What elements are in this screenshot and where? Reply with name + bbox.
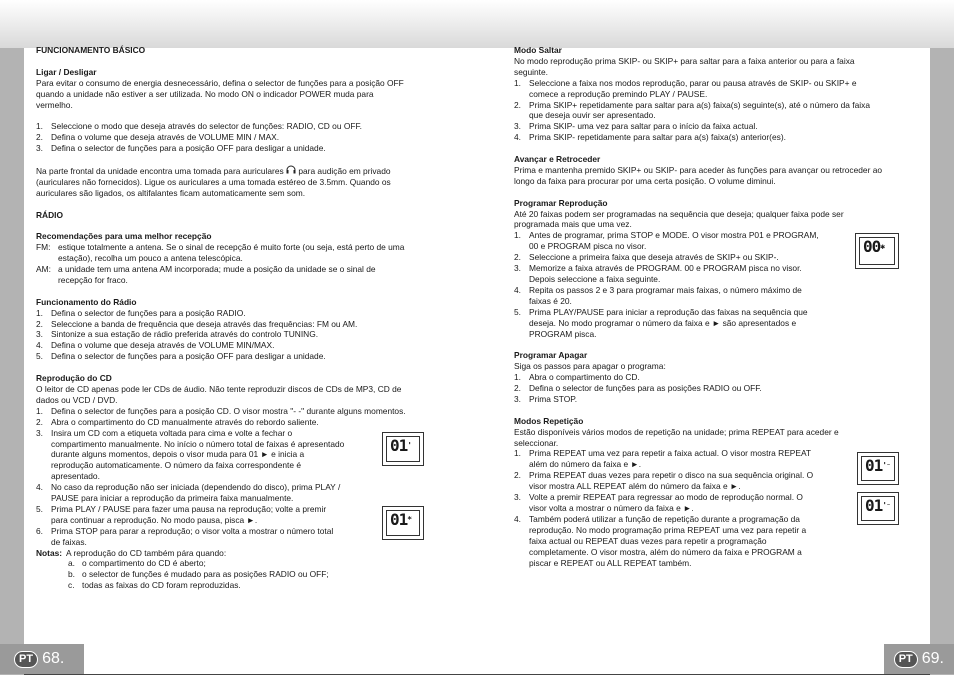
fm-note-cont: estação), recolha um pouco a antena telescópica. [58,253,243,264]
paragraph-line: seleccionar. [514,437,559,448]
lcd-display-illustration: 01'⁻ [857,452,899,485]
language-badge: PT [894,651,918,668]
list-item: 1. Seleccione a faixa nos modos reprodução, parar ou pausa através de SKIP- ou SKIP+ e [514,77,857,88]
list-item: 4. No caso da reprodução não ser iniciada (dependendo do disco), prima PLAY / [36,482,341,493]
note-item: b. o selector de funções é mudado para as posições RADIO ou OFF; [68,569,329,580]
paragraph-line: (auriculares não fornecidos). Ligue os auriculares a uma tomada estéreo de 3.5mm. Quando os [36,176,391,187]
list-item: 5. Defina o selector de funções para a posição OFF para desligar a unidade. [36,351,326,362]
paragraph-line: longo da faixa para procurar por uma certa posição. O volume diminui. [514,175,776,186]
paragraph-line: Até 20 faixas podem ser programadas na sequência que deseja; qualquer faixa pode ser [514,208,844,219]
paragraph-line: Prima e mantenha premido SKIP+ ou SKIP- para aceder às funções para avançar ou retroceder ao [514,164,883,175]
lcd-display-illustration: 01'⁻ [857,492,899,525]
list-item: 6. Prima STOP para parar a reprodução; o visor volta a mostrar o número total [36,525,334,536]
list-item: 2. Seleccione a banda de frequência que deseja através das frequências: FM ou AM. [36,318,358,329]
right-page-margin [930,48,954,675]
list-item: 2. Defina o selector de funções para as posições RADIO ou OFF. [514,383,762,394]
subsection-heading: Funcionamento do Rádio [36,296,137,307]
top-gradient-band [0,0,954,48]
paragraph-line: Siga os passos para apagar o programa: [514,361,666,372]
list-item: 3. Defina o selector de funções para a posição OFF para desligar a unidade. [36,143,326,154]
list-item: 3. Volte a premir REPEAT para regressar ao modo de reprodução normal. O [514,492,803,503]
paragraph-line: programada mais que uma vez. [514,219,632,230]
list-item: 3. Insira um CD com a etiqueta voltada para cima e volte a fechar o [36,427,293,438]
left-column: FUNCIONAMENTO BÁSICO Ligar / Desligar Para evitar o consumo de energia desnecessário, defina o selector de funções para a posição OFF quando a unidade não estiver a ser utilizada. No modo ON o indicador POWER muda para vermelho. 1. Seleccione o modo que deseja através do selector de funções: RADIO, CD ou OFF. 2. Defina o volume que deseja através de VOLUME MIN / MAX. 3. Defina o selector de funções para a posição OFF para desligar a unidade. Na parte frontal da unidade encontra uma tomada para auriculares para audição em privado (auriculares não fornecidos). Ligue os auriculares a uma tomada estéreo de 3.5mm. Quando os auriculares são ligados, os altifalantes ficam automaticamente sem som. RÁDIO Recomendações para uma melhor recepção FM: estique totalmente a antena. Se o sinal de recepção é muito forte (ou seja, está perto de uma estação), recolha um pouco a antena telescópica. AM: a unidade tem uma antena AM incorporada; mude a posição da unidade se o sinal de recepção for fraco. Funcionamento do Rádio 1. Defina o selector de funções para a posição RADIO. 2. Seleccione a banda de frequência que deseja através das frequências: FM ou AM. 3. Sintonize a sua estação de rádio preferida através do controlo TUNING. 4. Defina o volume que deseja através de VOLUME MIN/MAX. 5. Defina o selector de funções para a posição OFF para desligar a unidade. Reprodução do CD O leitor de CD apenas pode ler CDs de áudio. Não tente reproduzir discos de CDs de MP3, CD de dados ou VCD / DVD. 1. Defina o selector de funções para a posição CD. O visor mostra "- -" durante alguns momentos. 2. Abra o compartimento do CD manualmente através do rebordo saliente. 3. Insira um CD com a etiqueta voltada para cima e volte a fechar o compartimento manualmente. No início o número total de faixas é apresentado durante alguns momentos, depois o visor muda para 01 ► e inicia a reprodução automaticamente. O número da faixa correspondente é apresentado. 4. No caso da reprodução não ser iniciada (dependendo do disco), prima PLAY / PAUSE para iniciar a reprodução da primeira faixa manualmente. 5. Prima PLAY / PAUSE para fazer uma pausa na reprodução; volte a premir para continuar a reprodução. No modo pausa, pisca ►. 6. Prima STOP para parar a reprodução; o visor volta a mostrar o número total de faixas. Notas: A reprodução do CD também pára quando: a. o compartimento do CD é aberto; b. o selector de funções é mudado para as posições RADIO ou OFF; c. todas as faixas do CD foram reproduzidas. [36,45,438,591]
subsection-heading: Programar Reprodução [514,197,608,208]
paragraph-line: O leitor de CD apenas pode ler CDs de áudio. Não tente reproduzir discos de CDs de MP3, CD de [36,383,402,394]
subsection-heading: Ligar / Desligar [36,66,97,77]
fm-note: FM: estique totalmente a antena. Se o sinal de recepção é muito forte (ou seja, está perto de uma [36,242,405,253]
language-badge: PT [14,651,38,668]
right-column: Modo Saltar No modo reprodução prima SKIP- ou SKIP+ para saltar para a faixa anterior ou para a faixa seguinte. 1. Seleccione a faixa nos modos reprodução, parar ou pausa através de SKIP- ou SKIP+ e comece a reprodução premindo PLAY / PAUSE. 2. Prima SKIP+ repetidamente para saltar para a(s) faixa(s) seguinte(s), até o número da faixa que deseja ouvir ser apresentado. 3. Prima SKIP- uma vez para saltar para o início da faixa actual. 4. Prima SKIP- repetidamente para saltar para a(s) faixa(s) anterior(es). Avançar e Retroceder Prima e mantenha premido SKIP+ ou SKIP- para aceder às funções para avançar ou retroceder ao longo da faixa para procurar por uma certa posição. O volume diminui. Programar Reprodução Até 20 faixas podem ser programadas na sequência que deseja; qualquer faixa pode ser programada mais que uma vez. 1. Antes de programar, prima STOP e MODE. O visor mostra P01 e PROGRAM, 00 e PROGRAM pisca no visor. 2. Seleccione a primeira faixa que deseja através de SKIP+ ou SKIP-. 3. Memorize a faixa através de PROGRAM. 00 e PROGRAM pisca no visor. Depois seleccione a faixa seguinte. 4. Repita os passos 2 e 3 para programar mais faixas, o número máximo de faixas é 20. 5. Prima PLAY/PAUSE para iniciar a reprodução das faixas na sequência que deseja. No modo programar o número da faixa e ► são apresentados e PROGRAM pisca. Programar Apagar Siga os passos para apagar o programa: 1. Abra o compartimento do CD. 2. Defina o selector de funções para as posições RADIO ou OFF. 3. Prima STOP. Modos Repetição Estão disponíveis vários modos de repetição na unidade; prima REPEAT para aceder e seleccionar. 1. Prima REPEAT uma vez para repetir a faixa actual. O visor mostra REPEAT além do número da faixa e ►. 2. Prima REPEAT duas vezes para repetir o disco na sua sequência original. O visor mostra ALL REPEAT além do número da faixa e ►. 3. Volte a premir REPEAT para regressar ao modo de reprodução normal. O visor volta a mostrar o número da faixa e ►. 4. Também poderá utilizar a função de repetição durante a programação da reprodução. No modo programação prima REPEAT uma vez para repetir a faixa actual ou REPEAT duas vezes para repetir a programação completamente. O visor mostra, além do número da faixa e PROGRAM a piscar e REPEAT ou ALL REPEAT também. [514,45,888,568]
list-item: 4. Defina o volume que deseja através de VOLUME MIN/MAX. [36,340,275,351]
paragraph-line: seguinte. [514,66,548,77]
page-number: 68. [42,650,65,667]
paragraph-line: vermelho. [36,99,73,110]
list-item: 2. Abra o compartimento do CD manualmente através do rebordo saliente. [36,416,319,427]
left-page-margin [0,48,24,675]
notes: Notas: A reprodução do CD também pára quando: [36,547,227,558]
am-note: AM: a unidade tem uma antena AM incorporada; mude a posição da unidade se o sinal de [36,264,376,275]
list-item: 1. Defina o selector de funções para a posição RADIO. [36,307,246,318]
section-title: RÁDIO [36,209,63,220]
lcd-display-illustration: 01* [382,506,424,540]
headphone-icon [286,166,298,176]
section-title: FUNCIONAMENTO BÁSICO [36,45,146,55]
paragraph-line: quando a unidade não estiver a ser utilizada. No modo ON o indicador POWER muda para [36,88,374,99]
subsection-heading: Modos Repetição [514,415,584,426]
list-item: 3. Prima STOP. [514,393,578,404]
list-item: 3. Memorize a faixa através de PROGRAM. 00 e PROGRAM pisca no visor. [514,263,802,274]
list-item: 2. Defina o volume que deseja através de VOLUME MIN / MAX. [36,132,280,143]
list-item: 5. Prima PLAY/PAUSE para iniciar a reprodução das faixas na sequência que [514,306,808,317]
list-item: 1. Prima REPEAT uma vez para repetir a faixa actual. O visor mostra REPEAT [514,448,812,459]
paragraph-line: auriculares são ligados, os altifalantes ficam automaticamente sem som. [36,187,306,198]
paragraph-line: Estão disponíveis vários modos de repetição na unidade; prima REPEAT para aceder e [514,426,839,437]
subsection-heading: Reprodução do CD [36,373,112,384]
list-item: 1. Seleccione o modo que deseja através do selector de funções: RADIO, CD ou OFF. [36,121,362,132]
list-item: 4. Repita os passos 2 e 3 para programar mais faixas, o número máximo de [514,284,802,295]
footer-left [0,644,84,674]
paragraph-line: Para evitar o consumo de energia desnecessário, defina o selector de funções para a posição OFF [36,77,404,88]
footer-right [884,644,954,674]
list-item: 4. Também poderá utilizar a função de repetição durante a programação da [514,513,800,524]
list-item: 3. Sintonize a sua estação de rádio preferida através do controlo TUNING. [36,329,319,340]
headphone-paragraph: Na parte frontal da unidade encontra uma tomada para auriculares para audição em privado [36,165,391,176]
list-item: 1. Defina o selector de funções para a posição CD. O visor mostra "- -" durante alguns momentos. [36,405,406,416]
list-item: 4. Prima SKIP- repetidamente para saltar para a(s) faixa(s) anterior(es). [514,132,786,143]
list-item: 2. Prima REPEAT duas vezes para repetir o disco na sua sequência original. O [514,470,814,481]
am-note-cont: recepção for fraco. [58,274,128,285]
subsection-heading: Programar Apagar [514,350,588,361]
subsection-heading: Modo Saltar [514,45,562,55]
list-item: 3. Prima SKIP- uma vez para saltar para o início da faixa actual. [514,121,758,132]
list-item: 1. Abra o compartimento do CD. [514,372,640,383]
list-item: 2. Prima SKIP+ repetidamente para saltar para a(s) faixa(s) seguinte(s), até o número da faixa [514,99,870,110]
note-item: a. o compartimento do CD é aberto; [68,558,206,569]
paragraph-line: dados ou VCD / DVD. [36,394,118,405]
subsection-heading: Avançar e Retroceder [514,154,601,165]
list-item: 5. Prima PLAY / PAUSE para fazer uma pausa na reprodução; volte a premir [36,503,327,514]
note-item: c. todas as faixas do CD foram reproduzidas. [68,580,241,591]
subsection-heading: Recomendações para uma melhor recepção [36,231,212,242]
lcd-display-illustration: 00✱ [855,233,899,269]
list-item: 1. Antes de programar, prima STOP e MODE. O visor mostra P01 e PROGRAM, [514,230,819,241]
lcd-display-illustration: 01' [382,432,424,466]
list-item: 2. Seleccione a primeira faixa que deseja através de SKIP+ ou SKIP-. [514,252,779,263]
page-number: 69. [921,650,944,667]
paragraph-line: No modo reprodução prima SKIP- ou SKIP+ para saltar para a faixa anterior ou para a faixa [514,55,855,66]
